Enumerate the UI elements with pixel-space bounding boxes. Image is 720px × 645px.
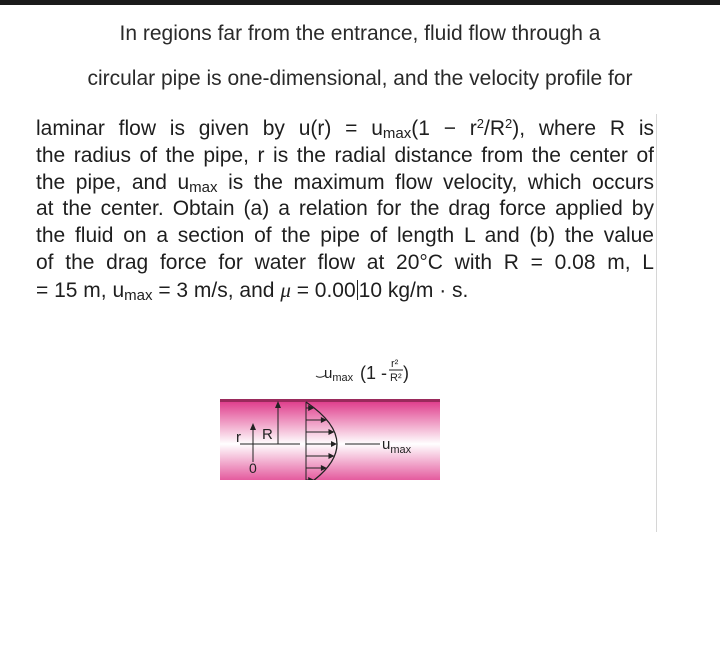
svg-text:): ) — [403, 363, 409, 383]
problem-line-5: the fluid on a section of the pipe of length L and (b) the value — [36, 224, 654, 248]
svg-text:(1 -: (1 - — [360, 363, 387, 383]
label-r: r — [236, 429, 241, 446]
label-R: R — [262, 426, 273, 443]
text-cursor — [357, 280, 358, 300]
profile-equation-label — [316, 358, 409, 384]
intro-line-2: circular pipe is one-dimensional, and the velocity profile for — [87, 67, 633, 90]
problem-line-4: at the center. Obtain (a) a relation for the drag force applied by — [36, 197, 654, 221]
problem-line-2: the radius of the pipe, r is the radial distance from the center of — [36, 143, 654, 167]
pipe-velocity-profile-figure — [220, 345, 440, 480]
label-umax-center: $u_{max}$ — [382, 436, 412, 456]
problem-line-7: = 15 m, $u_{max} = 3$ m/s, and μ = 0.00 10 kg/m · s. — [36, 277, 469, 304]
pipe-top-edge — [220, 399, 440, 402]
svg-text:R²: R² — [390, 372, 402, 384]
label-zero: 0 — [249, 460, 257, 476]
svg-text:r²: r² — [391, 358, 399, 370]
problem-line-1: laminar flow is given by $u(r) = u_{max}(1 - r^2/R^2)$, where R is — [36, 116, 655, 142]
problem-line-6: of the drag force for water flow at 20°C with R = 0.08 m, L — [36, 250, 654, 274]
svg-text:umax: $u_{max}$ — [324, 365, 354, 384]
intro-line-1: In regions far from the entrance, fluid flow through a — [119, 22, 601, 45]
top-rule — [0, 0, 720, 5]
problem-line-3: the pipe, and $u_{max}$ is the maximum flow velocity, which occurs — [36, 170, 655, 196]
right-margin-rule — [656, 114, 657, 532]
problem-statement — [36, 116, 654, 305]
